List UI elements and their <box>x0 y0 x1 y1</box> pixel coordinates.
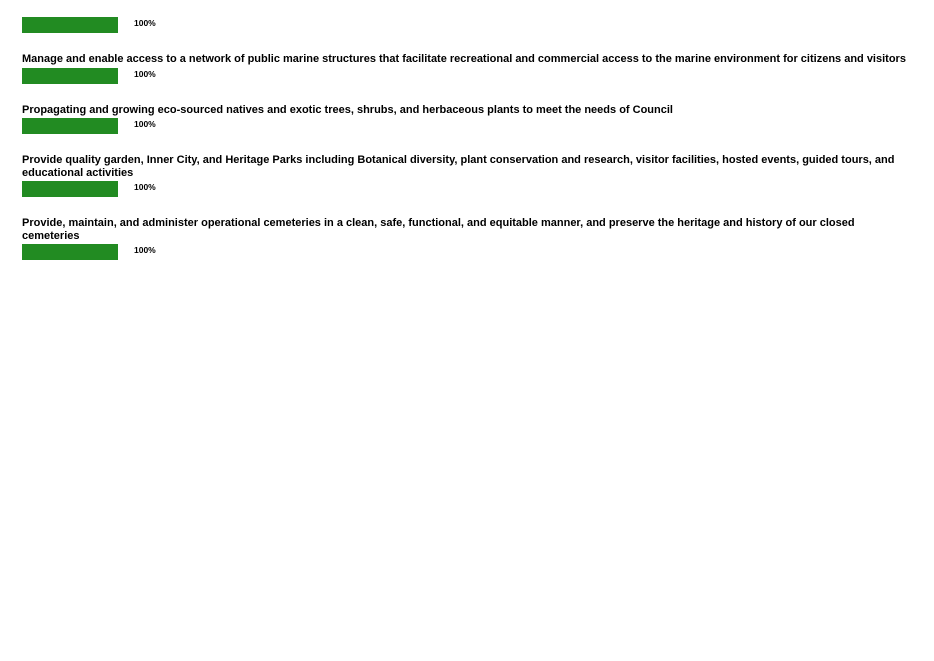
progress-percent: 100% <box>134 182 156 192</box>
item-title: Provide, maintain, and administer operational cemeteries in a clean, safe, functional, and equitable manner, and preserve the heritage and history of our closed cemeteries <box>22 217 855 242</box>
progress-percent: 100% <box>134 68 156 79</box>
list-item <box>22 217 912 261</box>
progress-bar <box>22 17 118 33</box>
progress-bar <box>22 181 118 197</box>
item-title: Manage and enable access to a network of public marine structures that facilitate recreational and commercial access to the marine environment for citizens and visitors <box>22 53 906 65</box>
list-item <box>22 104 912 136</box>
progress-bar-fill <box>22 244 118 260</box>
progress-row <box>22 244 912 261</box>
progress-bar-fill <box>22 118 118 134</box>
progress-row <box>22 17 912 34</box>
list-item <box>22 154 912 198</box>
progress-row <box>22 68 912 85</box>
progress-bar-fill <box>22 181 118 197</box>
progress-bar <box>22 244 118 260</box>
progress-percent: 100% <box>134 245 156 255</box>
list-item <box>22 17 912 34</box>
progress-row <box>22 118 912 135</box>
progress-bar-fill <box>22 68 118 84</box>
progress-percent: 100% <box>134 119 156 129</box>
progress-bar <box>22 118 118 134</box>
item-title: Provide quality garden, Inner City, and Heritage Parks including Botanical diversity, plant conservation and research, visitor facilities, hosted events, guided tours, and educational activities <box>22 154 895 179</box>
progress-percent: 100% <box>134 18 156 28</box>
progress-bar <box>22 68 118 84</box>
list-item <box>22 53 912 85</box>
service-progress-list <box>22 17 912 280</box>
item-title: Propagating and growing eco-sourced natives and exotic trees, shrubs, and herbaceous plants to meet the needs of Council <box>22 103 673 116</box>
progress-row <box>22 181 912 198</box>
progress-bar-fill <box>22 17 118 33</box>
